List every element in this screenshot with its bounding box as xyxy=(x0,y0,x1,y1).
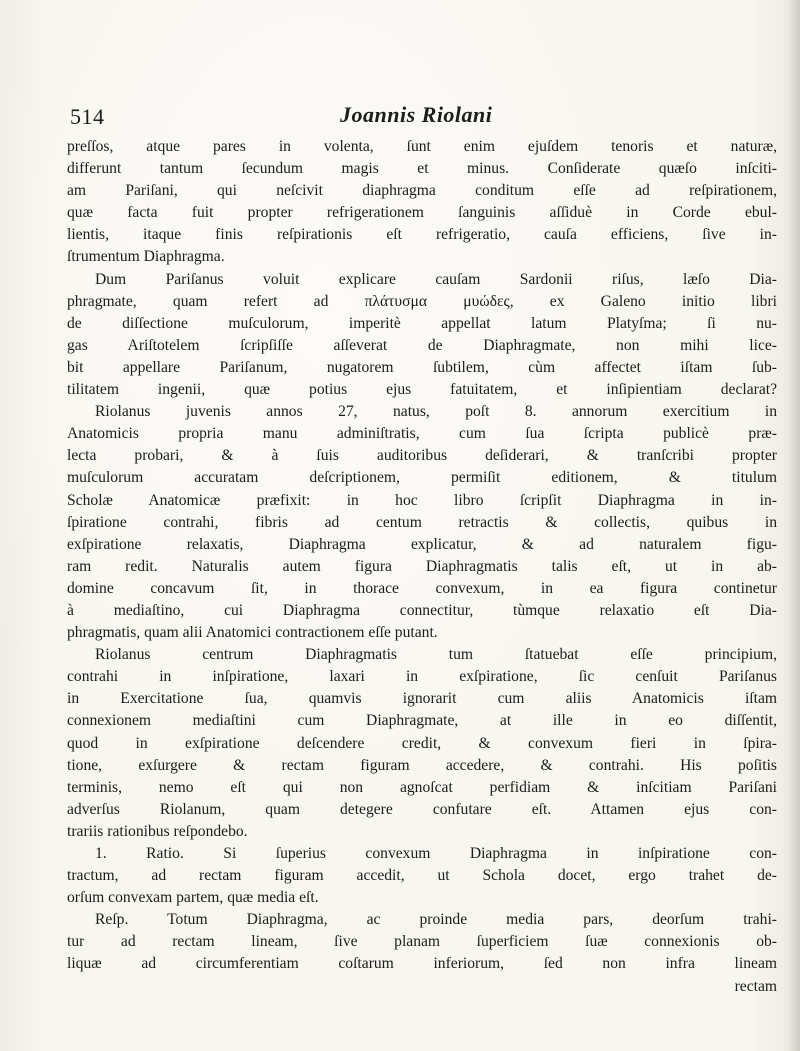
text-line: ſpiratione contrahi, fibris ad centum retractis & collectis, quibus in xyxy=(67,513,777,531)
text-line: de diſſectione muſculorum, imperitè appellat latum Platyſma; ſi nu- xyxy=(67,314,777,332)
text-line: exſpiratione relaxatis, Diaphragma explicatur, & ad naturalem figu- xyxy=(67,535,777,553)
text-line: orſum convexam partem, quæ media eſt. xyxy=(67,889,319,907)
text-line: terminis, nemo eſt qui non agnoſcat perfidiam & inſcitiam Pariſani xyxy=(67,778,777,796)
text-line: lecta probari, & à ſuis auditoribus deſiderari, & tranſcribi propter xyxy=(67,447,777,465)
text-line: bit appellare Pariſanum, nugatorem ſubtilem, cùm affectet iſtam ſub- xyxy=(67,358,777,376)
text-line: connexionem mediaſtini cum Diaphragmate, at ille in eo diſſentit, xyxy=(67,712,777,730)
text-line: preſſos, atque pares in volenta, ſunt enim ejuſdem tenoris et naturæ, xyxy=(67,138,777,155)
page-number: 514 xyxy=(70,104,105,129)
text-line: liquæ ad circumferentiam coſtarum inferiorum, ſed non infra lineam xyxy=(67,955,777,973)
text-line: quæ facta fuit propter refrigerationem ſanguinis aſſiduè in Corde ebul- xyxy=(67,204,777,222)
text-line: domine concavum ſit, in thorace convexum, in ea figura continetur xyxy=(67,579,777,597)
text-line: adverſus Riolanum, quam detegere confutare eſt. Attamen ejus con- xyxy=(67,800,777,818)
text-line: in Exercitatione ſua, quamvis ignorarit cum aliis Anatomicis iſtam xyxy=(67,690,777,708)
text-line: Riolanus juvenis annos 27, natus, poſt 8. annorum exercitium in xyxy=(95,403,777,421)
text-line: differunt tantum ſecundum magis et minus. Conſiderate quæſo inſciti- xyxy=(67,160,777,178)
text-line: trariis rationibus reſpondebo. xyxy=(67,822,248,840)
text-line: tilitatem ingenii, quæ potius ejus fatuitatem, et inſipientiam declarat? xyxy=(67,381,777,399)
body-text xyxy=(67,136,777,998)
text-line: ram redit. Naturalis autem figura Diaphragmatis talis eſt, ut in ab- xyxy=(67,557,777,575)
text-line: Dum Pariſanus voluit explicare cauſam Sardonii riſus, læſo Dia- xyxy=(95,270,777,288)
text-line: Riolanus centrum Diaphragmatis tum ſtatuebat eſſe principium, xyxy=(95,646,777,664)
page-header xyxy=(70,100,770,134)
text-line: lientis, itaque finis reſpirationis eſt refrigeratio, cauſa efficiens, ſive in- xyxy=(67,226,777,244)
text-line: Scholæ Anatomicæ præfixit: in hoc libro ſcripſit Diaphragma in in- xyxy=(67,491,777,509)
text-line: 1. Ratio. Si ſuperius convexum Diaphragma in inſpiratione con- xyxy=(95,845,777,862)
text-line: contrahi in inſpiratione, laxari in exſpiratione, ſic cenſuit Pariſanus xyxy=(67,668,777,686)
text-line: ſtrumentum Diaphragma. xyxy=(67,248,225,266)
text-line: quod in exſpiratione deſcendere credit, & convexum fieri in ſpira- xyxy=(67,734,777,752)
text-line: tione, exſurgere & rectam figuram accedere, & contrahi. His poſitis xyxy=(67,756,777,774)
page-edge-shadow xyxy=(786,0,800,1051)
text-line: Reſp. Totum Diaphragma, ac proinde media pars, deorſum trahi- xyxy=(95,911,777,929)
running-head: Joannis Riolani xyxy=(340,102,493,127)
text-line: am Pariſani, qui neſcivit diaphragma conditum eſſe ad reſpirationem, xyxy=(67,182,777,200)
text-line: à mediaſtino, cui Diaphragma connectitur, tùmque relaxatio eſt Dia- xyxy=(67,601,777,619)
text-line: gas Ariſtotelem ſcripſiſſe aſſeverat de Diaphragmate, non mihi lice- xyxy=(67,336,777,354)
text-line: muſculorum accuratam deſcriptionem, permiſit editionem, & titulum xyxy=(67,469,777,487)
text-line: phragmatis, quam alii Anatomici contractionem eſſe putant. xyxy=(67,624,438,642)
text-line: tur ad rectam lineam, ſive planam ſuperficiem ſuæ connexionis ob- xyxy=(67,933,777,951)
text-line: Anatomicis propria manu adminiſtratis, cum ſua ſcripta publicè præ- xyxy=(67,425,777,443)
text-line: tractum, ad rectam figuram accedit, ut Schola docet, ergo trahet de- xyxy=(67,867,777,885)
text-line: phragmate, quam refert ad πλάτυσμα μυώδες, ex Galeno initio libri xyxy=(67,292,777,310)
catchword: rectam xyxy=(734,977,777,995)
